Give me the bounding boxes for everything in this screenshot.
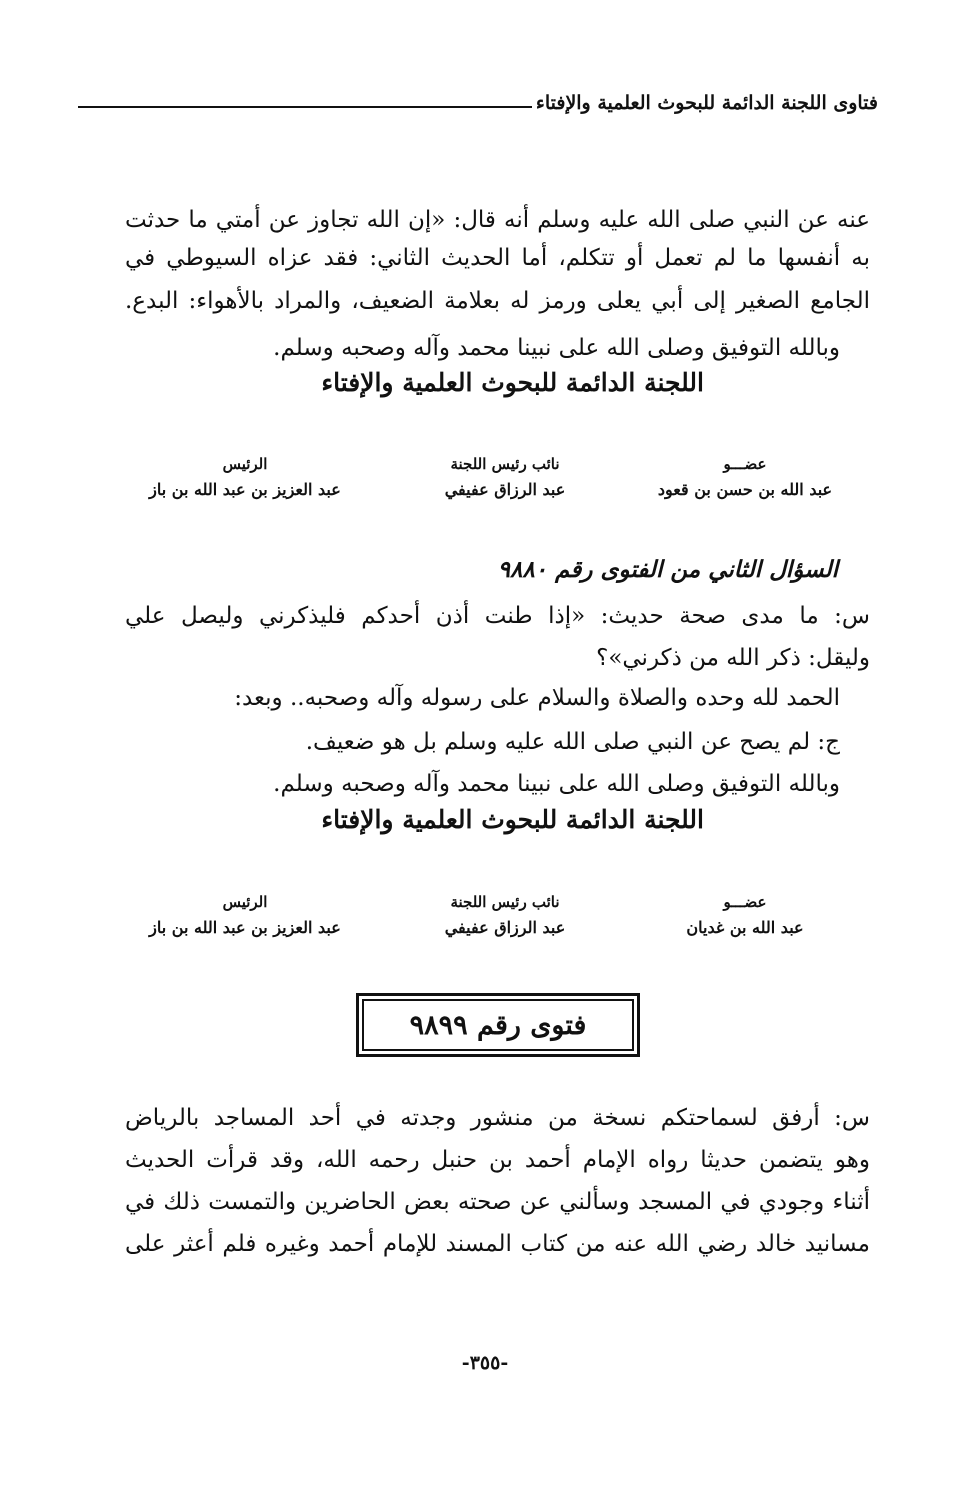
question-line: أثناء وجودي في المسجد وسألني عن صحته بعض الحاضرين والتمست ذلك في [125, 1189, 870, 1215]
page-number: -٣٥٥- [461, 1352, 509, 1374]
question-heading: السؤال الثاني من الفتوى رقم ٩٨٨٠ [497, 556, 838, 583]
passage-line: عنه عن النبي صلى الله عليه وسلم أنه قال: «إن الله تجاوز عن أمتي ما حدثت [125, 207, 870, 233]
passage-line: الجامع الصغير إلى أبي يعلى ورمز له بعلامة الضعيف، والمراد بالأهواء: البدع. [125, 288, 870, 314]
question-line: وليقل: ذكر الله من ذكرني»؟ [596, 645, 870, 671]
signature-block [130, 890, 840, 950]
closing-line: وبالله التوفيق وصلى الله على نبينا محمد وآله وصحبه وسلم. [273, 335, 840, 361]
committee-name: اللجنة الدائمة للبحوث العلمية والإفتاء [321, 805, 704, 834]
answer-line: ج: لم يصح عن النبي صلى الله عليه وسلم بل هو ضعيف. [305, 729, 840, 755]
header-rule [78, 106, 532, 108]
closing-line: وبالله التوفيق وصلى الله على نبينا محمد وآله وصحبه وسلم. [273, 771, 840, 797]
signature-name: عبد العزيز بن عبد الله بن باز [149, 480, 341, 499]
fatwa-number-label: فتوى رقم ٩٨٩٩ [362, 999, 634, 1051]
signature-member [650, 452, 840, 504]
running-header-title: فتاوى اللجنة الدائمة للبحوث العلمية والإفتاء [535, 92, 878, 114]
signature-name: عبد الرزاق عفيفي [444, 918, 566, 937]
signature-role: عضـــو [723, 455, 767, 473]
signature-vice-chair [420, 890, 590, 942]
signature-chair [130, 452, 360, 504]
signature-role: الرئيس [222, 455, 268, 473]
signature-role: نائب رئيس اللجنة [450, 455, 560, 473]
fatwa-number-box [356, 993, 640, 1057]
question-line: وهو يتضمن حديثا رواه الإمام أحمد بن حنبل رحمه الله، وقد قرأت الحديث [125, 1147, 870, 1173]
passage-line: به أنفسها ما لم تعمل أو تتكلم، أما الحديث الثاني: فقد عزاه السيوطي في [125, 245, 870, 271]
signature-role: نائب رئيس اللجنة [450, 893, 560, 911]
running-header [78, 92, 878, 114]
signature-role: عضـــو [723, 893, 767, 911]
signature-name: عبد الله بن غديان [686, 918, 804, 937]
signature-name: عبد العزيز بن عبد الله بن باز [149, 918, 341, 937]
praise-line: الحمد لله وحده والصلاة والسلام على رسوله وآله وصحبه.. وبعد: [234, 685, 840, 711]
signature-role: الرئيس [222, 893, 268, 911]
signature-chair [130, 890, 360, 942]
committee-name: اللجنة الدائمة للبحوث العلمية والإفتاء [321, 368, 704, 397]
signature-name: عبد الله بن حسن بن قعود [657, 480, 833, 499]
question-line: مسانيد خالد رضي الله عنه من كتاب المسند للإمام أحمد وغيره فلم أعثر على [125, 1231, 870, 1257]
signature-block [130, 452, 840, 512]
signature-name: عبد الرزاق عفيفي [444, 480, 566, 499]
signature-vice-chair [420, 452, 590, 504]
signature-member [650, 890, 840, 942]
question-line: س: ما مدى صحة حديث: «إذا طنت أذن أحدكم فليذكرني وليصل علي [125, 603, 870, 629]
question-line: س: أرفق لسماحتكم نسخة من منشور وجدته في أحد المساجد بالرياض [125, 1105, 870, 1131]
